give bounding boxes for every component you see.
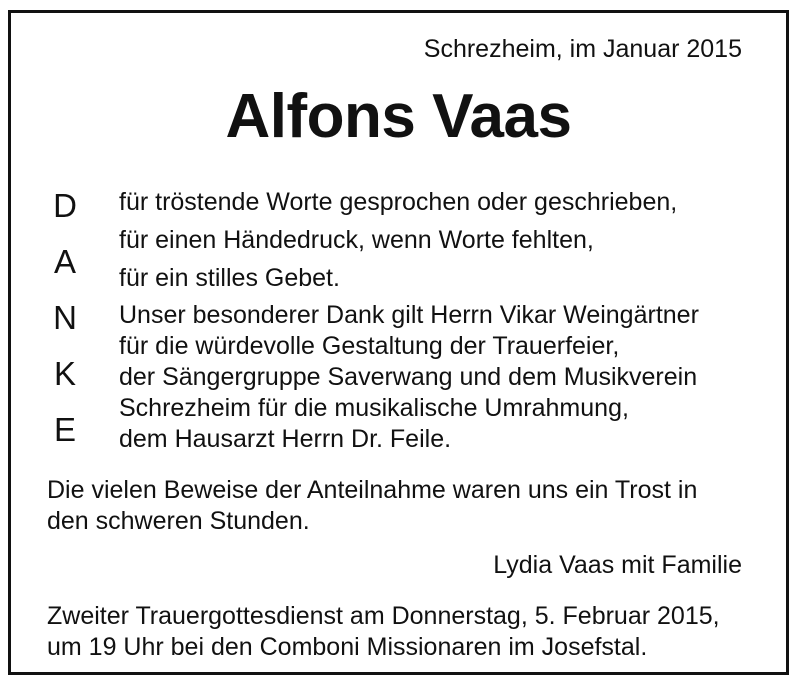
place-date: Schrezheim, im Januar 2015 [423, 35, 742, 63]
danke-letter: N [53, 299, 77, 336]
special-thanks-line: Schrezheim für die musikalische Umrahmung, [119, 394, 629, 422]
memorial-service-paragraph [47, 601, 720, 663]
family-signature: Lydia Vaas mit Familie [493, 551, 742, 579]
obituary-notice [8, 10, 789, 675]
special-thanks-paragraph [119, 300, 699, 455]
memorial-service-line: Zweiter Trauergottesdienst am Donnerstag, 5. Februar 2015, [47, 602, 720, 630]
thanks-line: für tröstende Worte gesprochen oder geschrieben, [119, 188, 678, 216]
thanks-line: für ein stilles Gebet. [119, 264, 340, 292]
special-thanks-line: dem Hausarzt Herrn Dr. Feile. [119, 425, 452, 453]
memorial-service-line: um 19 Uhr bei den Comboni Missionaren im Josefstal. [47, 633, 648, 661]
danke-letter: E [53, 411, 76, 448]
danke-letter: A [53, 243, 76, 280]
danke-letter: D [53, 187, 77, 224]
sympathy-line: den schweren Stunden. [47, 507, 310, 535]
thanks-line: für einen Händedruck, wenn Worte fehlten, [119, 226, 594, 254]
danke-letter: K [53, 355, 76, 392]
special-thanks-line: der Sängergruppe Saverwang und dem Musikverein [119, 363, 698, 391]
sympathy-paragraph [47, 475, 697, 537]
thanks-list [119, 183, 677, 297]
deceased-name: Alfons Vaas [225, 82, 572, 151]
danke-vertical-word [45, 178, 85, 458]
sympathy-line: Die vielen Beweise der Anteilnahme waren uns ein Trost in [47, 476, 698, 504]
special-thanks-line: Unser besonderer Dank gilt Herrn Vikar Weingärtner [119, 301, 699, 329]
special-thanks-line: für die würdevolle Gestaltung der Trauerfeier, [119, 332, 620, 360]
